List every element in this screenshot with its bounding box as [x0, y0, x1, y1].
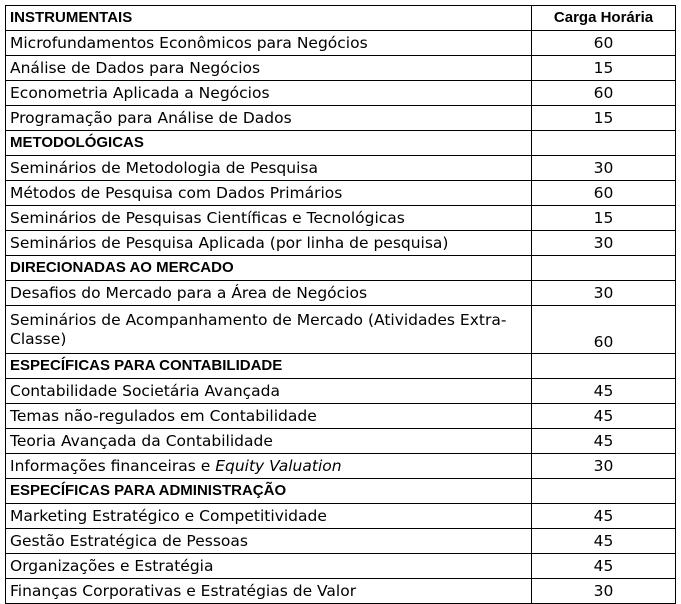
header-row — [6, 6, 676, 31]
table-row — [6, 404, 676, 429]
course-name: Microfundamentos Econômicos para Negócios — [6, 31, 532, 56]
table-row — [6, 81, 676, 106]
table-row — [6, 529, 676, 554]
table-row — [6, 56, 676, 81]
course-hours: 45 — [532, 404, 676, 429]
column-header-hours: Carga Horária — [532, 6, 676, 31]
section-row — [6, 354, 676, 379]
table-row — [6, 106, 676, 131]
table-row — [6, 281, 676, 306]
section-empty-cell — [532, 354, 676, 379]
course-hours: 45 — [532, 529, 676, 554]
section-title-instrumentais: INSTRUMENTAIS — [6, 6, 532, 31]
course-name: Seminários de Metodologia de Pesquisa — [6, 156, 532, 181]
table-row — [6, 454, 676, 479]
course-hours: 30 — [532, 231, 676, 256]
table-row — [6, 231, 676, 256]
course-name: Desafios do Mercado para a Área de Negócios — [6, 281, 532, 306]
course-hours-table — [5, 5, 676, 604]
course-hours: 15 — [532, 106, 676, 131]
course-name: Seminários de Pesquisas Científicas e Tecnológicas — [6, 206, 532, 231]
course-name: Análise de Dados para Negócios — [6, 56, 532, 81]
course-name-prefix: Informações financeiras e — [10, 457, 216, 475]
table-row — [6, 504, 676, 529]
table-row — [6, 156, 676, 181]
course-hours: 45 — [532, 554, 676, 579]
course-hours: 45 — [532, 379, 676, 404]
table-row — [6, 429, 676, 454]
course-name: Programação para Análise de Dados — [6, 106, 532, 131]
course-hours: 30 — [532, 579, 676, 604]
course-name: Métodos de Pesquisa com Dados Primários — [6, 181, 532, 206]
table-row — [6, 306, 676, 354]
course-hours: 30 — [532, 156, 676, 181]
section-row — [6, 256, 676, 281]
section-empty-cell — [532, 131, 676, 156]
section-empty-cell — [532, 256, 676, 281]
section-empty-cell — [532, 479, 676, 504]
section-title-direcionadas: DIRECIONADAS AO MERCADO — [6, 256, 532, 281]
section-row — [6, 479, 676, 504]
course-hours: 45 — [532, 504, 676, 529]
section-row — [6, 131, 676, 156]
course-name: Seminários de Acompanhamento de Mercado (Atividades Extra-Classe) — [6, 306, 532, 354]
table-row — [6, 379, 676, 404]
table-row — [6, 181, 676, 206]
course-hours: 60 — [532, 81, 676, 106]
section-title-metodologicas: METODOLÓGICAS — [6, 131, 532, 156]
course-hours: 30 — [532, 454, 676, 479]
course-hours: 60 — [532, 306, 676, 354]
course-name: Organizações e Estratégia — [6, 554, 532, 579]
course-name: Contabilidade Societária Avançada — [6, 379, 532, 404]
course-name: Teoria Avançada da Contabilidade — [6, 429, 532, 454]
section-title-contabilidade: ESPECÍFICAS PARA CONTABILIDADE — [6, 354, 532, 379]
course-hours: 45 — [532, 429, 676, 454]
course-hours: 15 — [532, 206, 676, 231]
course-name: Econometria Aplicada a Negócios — [6, 81, 532, 106]
table-row — [6, 206, 676, 231]
course-name: Marketing Estratégico e Competitividade — [6, 504, 532, 529]
course-name: Gestão Estratégica de Pessoas — [6, 529, 532, 554]
table-row — [6, 31, 676, 56]
course-hours: 15 — [532, 56, 676, 81]
course-name: Finanças Corporativas e Estratégias de Valor — [6, 579, 532, 604]
course-name-italic: Equity Valuation — [215, 457, 342, 475]
course-name: Seminários de Pesquisa Aplicada (por linha de pesquisa) — [6, 231, 532, 256]
table-row — [6, 554, 676, 579]
course-name: Temas não-regulados em Contabilidade — [6, 404, 532, 429]
course-hours: 30 — [532, 281, 676, 306]
course-hours: 60 — [532, 31, 676, 56]
course-name — [6, 454, 532, 479]
section-title-administracao: ESPECÍFICAS PARA ADMINISTRAÇÃO — [6, 479, 532, 504]
course-hours: 60 — [532, 181, 676, 206]
